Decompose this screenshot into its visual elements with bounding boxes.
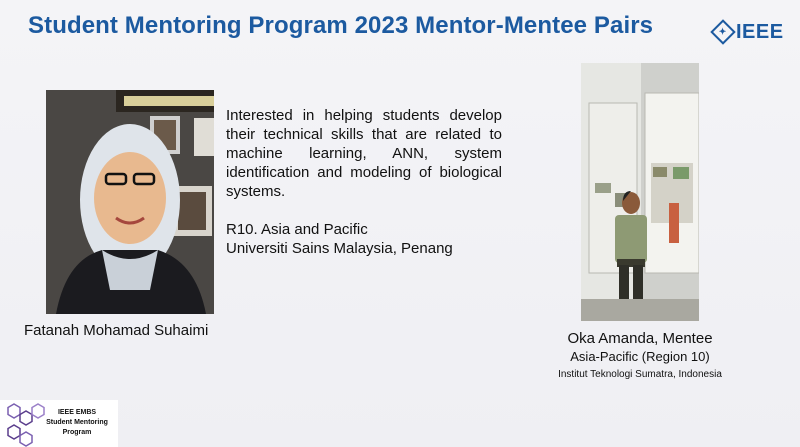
mentee-name: Oka Amanda, Mentee bbox=[567, 330, 713, 347]
ieee-logo bbox=[714, 20, 784, 44]
program-logo bbox=[0, 400, 118, 447]
program-logo-label bbox=[40, 408, 114, 438]
mentor-bio-block bbox=[226, 106, 502, 258]
mentor-institution: Universiti Sains Malaysia, Penang bbox=[226, 240, 453, 257]
ieee-diamond-icon: ✦ bbox=[710, 19, 735, 44]
mentor-region: R10. Asia and Pacific bbox=[226, 221, 368, 238]
spacer bbox=[226, 201, 502, 220]
mentor-name: Fatanah Mohamad Suhaimi bbox=[24, 322, 209, 339]
mentee-institution: Institut Teknologi Sumatra, Indonesia bbox=[558, 369, 722, 380]
mentor-photo bbox=[46, 90, 214, 314]
slide-title: Student Mentoring Program 2023 Mentor-Mentee Pairs bbox=[28, 12, 654, 39]
mentor-bio: Interested in helping students develop their technical skills that are related to machine learning, ANN, system identification and modeling of biological systems. bbox=[226, 107, 502, 200]
mentee-photo bbox=[581, 63, 699, 321]
program-logo-line3: Program bbox=[62, 429, 92, 436]
ieee-logo-text: IEEE bbox=[736, 20, 784, 43]
program-logo-line1: IEEE EMBS bbox=[57, 409, 97, 416]
program-logo-line2: Student Mentoring bbox=[46, 419, 108, 426]
mentee-region: Asia-Pacific (Region 10) bbox=[570, 349, 710, 364]
